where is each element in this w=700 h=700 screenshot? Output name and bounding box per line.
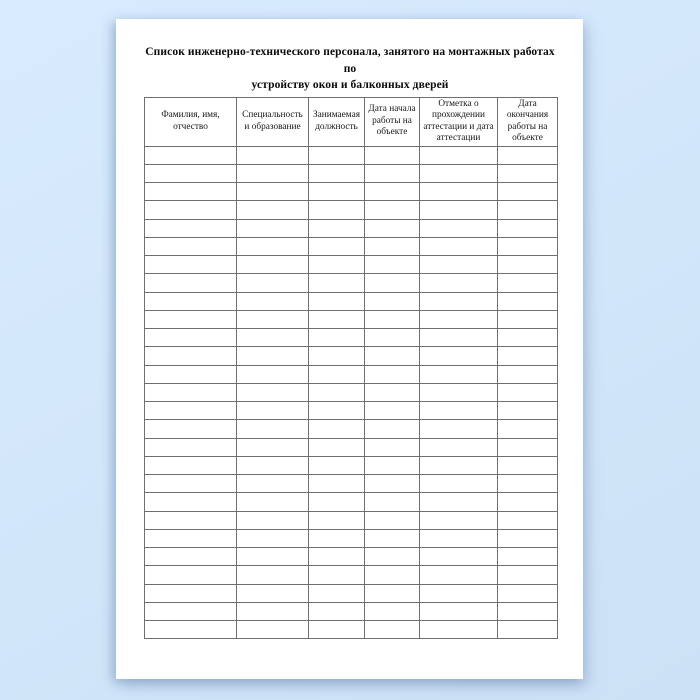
empty-cell bbox=[237, 183, 309, 201]
empty-cell bbox=[420, 548, 498, 566]
empty-cell bbox=[145, 365, 237, 383]
empty-cell bbox=[420, 201, 498, 219]
empty-cell bbox=[365, 475, 420, 493]
empty-cell bbox=[237, 237, 309, 255]
empty-cell bbox=[420, 456, 498, 474]
empty-cell bbox=[420, 602, 498, 620]
empty-cell bbox=[498, 529, 558, 547]
empty-cell bbox=[365, 219, 420, 237]
empty-cell bbox=[145, 456, 237, 474]
empty-cell bbox=[237, 146, 309, 164]
empty-cell bbox=[365, 256, 420, 274]
empty-cell bbox=[237, 602, 309, 620]
empty-cell bbox=[309, 602, 365, 620]
table-row bbox=[145, 420, 558, 438]
empty-cell bbox=[420, 420, 498, 438]
empty-cell bbox=[145, 256, 237, 274]
table-row bbox=[145, 438, 558, 456]
empty-cell bbox=[309, 274, 365, 292]
empty-cell bbox=[498, 237, 558, 255]
empty-cell bbox=[309, 475, 365, 493]
empty-cell bbox=[309, 438, 365, 456]
column-header-1: Фамилия, имя, отчество bbox=[145, 97, 237, 146]
empty-cell bbox=[365, 237, 420, 255]
column-header-4: Дата начала работы на объекте bbox=[365, 97, 420, 146]
empty-cell bbox=[145, 146, 237, 164]
empty-cell bbox=[498, 402, 558, 420]
empty-cell bbox=[420, 493, 498, 511]
empty-cell bbox=[498, 438, 558, 456]
empty-cell bbox=[498, 219, 558, 237]
table-row bbox=[145, 402, 558, 420]
empty-cell bbox=[309, 420, 365, 438]
column-header-5: Отметка о прохождении аттестации и дата аттестации bbox=[420, 97, 498, 146]
empty-cell bbox=[498, 329, 558, 347]
empty-cell bbox=[498, 292, 558, 310]
empty-cell bbox=[498, 256, 558, 274]
personnel-table bbox=[144, 97, 558, 640]
empty-cell bbox=[498, 456, 558, 474]
empty-cell bbox=[420, 475, 498, 493]
empty-cell bbox=[309, 183, 365, 201]
empty-cell bbox=[309, 310, 365, 328]
empty-cell bbox=[145, 237, 237, 255]
empty-cell bbox=[498, 475, 558, 493]
table-row bbox=[145, 475, 558, 493]
empty-cell bbox=[145, 164, 237, 182]
empty-cell bbox=[498, 566, 558, 584]
empty-cell bbox=[309, 511, 365, 529]
empty-cell bbox=[498, 146, 558, 164]
empty-cell bbox=[420, 621, 498, 639]
empty-cell bbox=[145, 347, 237, 365]
empty-cell bbox=[365, 621, 420, 639]
empty-cell bbox=[420, 292, 498, 310]
empty-cell bbox=[237, 584, 309, 602]
empty-cell bbox=[365, 347, 420, 365]
empty-cell bbox=[365, 183, 420, 201]
empty-cell bbox=[145, 602, 237, 620]
empty-cell bbox=[420, 511, 498, 529]
table-header-row bbox=[145, 97, 558, 146]
table-row bbox=[145, 584, 558, 602]
empty-cell bbox=[365, 310, 420, 328]
empty-cell bbox=[237, 420, 309, 438]
empty-cell bbox=[420, 310, 498, 328]
table-row bbox=[145, 292, 558, 310]
empty-cell bbox=[237, 219, 309, 237]
empty-cell bbox=[420, 383, 498, 401]
empty-cell bbox=[365, 201, 420, 219]
empty-cell bbox=[237, 292, 309, 310]
table-row bbox=[145, 548, 558, 566]
empty-cell bbox=[365, 402, 420, 420]
empty-cell bbox=[145, 274, 237, 292]
empty-cell bbox=[498, 183, 558, 201]
empty-cell bbox=[420, 402, 498, 420]
empty-cell bbox=[365, 602, 420, 620]
empty-cell bbox=[365, 329, 420, 347]
empty-cell bbox=[420, 584, 498, 602]
empty-cell bbox=[145, 566, 237, 584]
empty-cell bbox=[309, 548, 365, 566]
column-header-2: Специальность и образование bbox=[237, 97, 309, 146]
empty-cell bbox=[420, 164, 498, 182]
empty-cell bbox=[420, 146, 498, 164]
empty-cell bbox=[145, 383, 237, 401]
document-title-line2: устройству окон и балконных дверей bbox=[251, 79, 449, 91]
empty-cell bbox=[498, 493, 558, 511]
empty-cell bbox=[365, 383, 420, 401]
empty-cell bbox=[145, 420, 237, 438]
empty-cell bbox=[498, 511, 558, 529]
empty-cell bbox=[365, 420, 420, 438]
empty-cell bbox=[309, 365, 365, 383]
table-row bbox=[145, 329, 558, 347]
empty-cell bbox=[420, 529, 498, 547]
empty-cell bbox=[498, 621, 558, 639]
empty-cell bbox=[145, 621, 237, 639]
empty-cell bbox=[365, 566, 420, 584]
empty-cell bbox=[145, 402, 237, 420]
empty-cell bbox=[420, 274, 498, 292]
empty-cell bbox=[309, 402, 365, 420]
column-header-3: Занимаемая должность bbox=[309, 97, 365, 146]
empty-cell bbox=[365, 438, 420, 456]
table-row bbox=[145, 602, 558, 620]
empty-cell bbox=[145, 475, 237, 493]
empty-cell bbox=[365, 456, 420, 474]
empty-cell bbox=[309, 493, 365, 511]
empty-cell bbox=[309, 347, 365, 365]
empty-cell bbox=[237, 475, 309, 493]
empty-cell bbox=[365, 548, 420, 566]
empty-cell bbox=[237, 164, 309, 182]
empty-cell bbox=[309, 201, 365, 219]
empty-cell bbox=[309, 164, 365, 182]
empty-cell bbox=[498, 584, 558, 602]
empty-cell bbox=[237, 310, 309, 328]
empty-cell bbox=[145, 529, 237, 547]
empty-cell bbox=[145, 183, 237, 201]
empty-cell bbox=[498, 548, 558, 566]
empty-cell bbox=[498, 274, 558, 292]
empty-cell bbox=[309, 383, 365, 401]
empty-cell bbox=[145, 201, 237, 219]
empty-cell bbox=[498, 310, 558, 328]
empty-cell bbox=[237, 529, 309, 547]
empty-cell bbox=[237, 511, 309, 529]
empty-cell bbox=[365, 511, 420, 529]
empty-cell bbox=[145, 584, 237, 602]
table-row bbox=[145, 274, 558, 292]
column-header-6: Дата окончания работы на объекте bbox=[498, 97, 558, 146]
empty-cell bbox=[309, 566, 365, 584]
empty-cell bbox=[237, 383, 309, 401]
empty-cell bbox=[309, 237, 365, 255]
empty-cell bbox=[365, 529, 420, 547]
empty-cell bbox=[309, 146, 365, 164]
empty-cell bbox=[145, 292, 237, 310]
table-row bbox=[145, 493, 558, 511]
empty-cell bbox=[145, 219, 237, 237]
empty-cell bbox=[420, 347, 498, 365]
empty-cell bbox=[498, 365, 558, 383]
empty-cell bbox=[420, 183, 498, 201]
empty-cell bbox=[309, 292, 365, 310]
empty-cell bbox=[237, 274, 309, 292]
table-row bbox=[145, 365, 558, 383]
empty-cell bbox=[365, 164, 420, 182]
document-title bbox=[144, 44, 556, 94]
empty-cell bbox=[145, 493, 237, 511]
empty-cell bbox=[237, 566, 309, 584]
empty-cell bbox=[309, 456, 365, 474]
empty-cell bbox=[498, 420, 558, 438]
table-row bbox=[145, 164, 558, 182]
empty-cell bbox=[237, 347, 309, 365]
empty-cell bbox=[237, 402, 309, 420]
empty-cell bbox=[309, 529, 365, 547]
empty-cell bbox=[309, 219, 365, 237]
document-title-line1: Список инженерно-технического персонала, занятого на монтажных работах по bbox=[145, 46, 555, 75]
table-row bbox=[145, 511, 558, 529]
table-row bbox=[145, 219, 558, 237]
empty-cell bbox=[145, 310, 237, 328]
empty-cell bbox=[237, 493, 309, 511]
empty-cell bbox=[420, 438, 498, 456]
empty-cell bbox=[237, 548, 309, 566]
empty-cell bbox=[498, 201, 558, 219]
empty-cell bbox=[498, 347, 558, 365]
empty-cell bbox=[420, 329, 498, 347]
empty-cell bbox=[237, 256, 309, 274]
empty-cell bbox=[309, 329, 365, 347]
table-row bbox=[145, 347, 558, 365]
table-row bbox=[145, 456, 558, 474]
empty-cell bbox=[498, 602, 558, 620]
table-row bbox=[145, 146, 558, 164]
empty-cell bbox=[145, 548, 237, 566]
empty-cell bbox=[145, 329, 237, 347]
table-row bbox=[145, 183, 558, 201]
empty-cell bbox=[237, 621, 309, 639]
empty-cell bbox=[365, 493, 420, 511]
table-row bbox=[145, 310, 558, 328]
empty-cell bbox=[365, 292, 420, 310]
empty-cell bbox=[420, 219, 498, 237]
empty-cell bbox=[498, 164, 558, 182]
table-row bbox=[145, 201, 558, 219]
empty-cell bbox=[145, 438, 237, 456]
empty-cell bbox=[309, 256, 365, 274]
table-row bbox=[145, 529, 558, 547]
document-page bbox=[116, 19, 583, 679]
table-row bbox=[145, 621, 558, 639]
empty-cell bbox=[237, 456, 309, 474]
table-row bbox=[145, 256, 558, 274]
empty-cell bbox=[420, 256, 498, 274]
empty-cell bbox=[365, 146, 420, 164]
empty-cell bbox=[365, 274, 420, 292]
empty-cell bbox=[365, 584, 420, 602]
empty-cell bbox=[237, 365, 309, 383]
empty-cell bbox=[420, 566, 498, 584]
empty-cell bbox=[237, 329, 309, 347]
empty-cell bbox=[420, 237, 498, 255]
table-row bbox=[145, 566, 558, 584]
table-row bbox=[145, 383, 558, 401]
empty-cell bbox=[365, 365, 420, 383]
empty-cell bbox=[420, 365, 498, 383]
empty-cell bbox=[309, 621, 365, 639]
empty-cell bbox=[309, 584, 365, 602]
table-row bbox=[145, 237, 558, 255]
empty-cell bbox=[145, 511, 237, 529]
empty-cell bbox=[237, 201, 309, 219]
empty-cell bbox=[498, 383, 558, 401]
empty-cell bbox=[237, 438, 309, 456]
